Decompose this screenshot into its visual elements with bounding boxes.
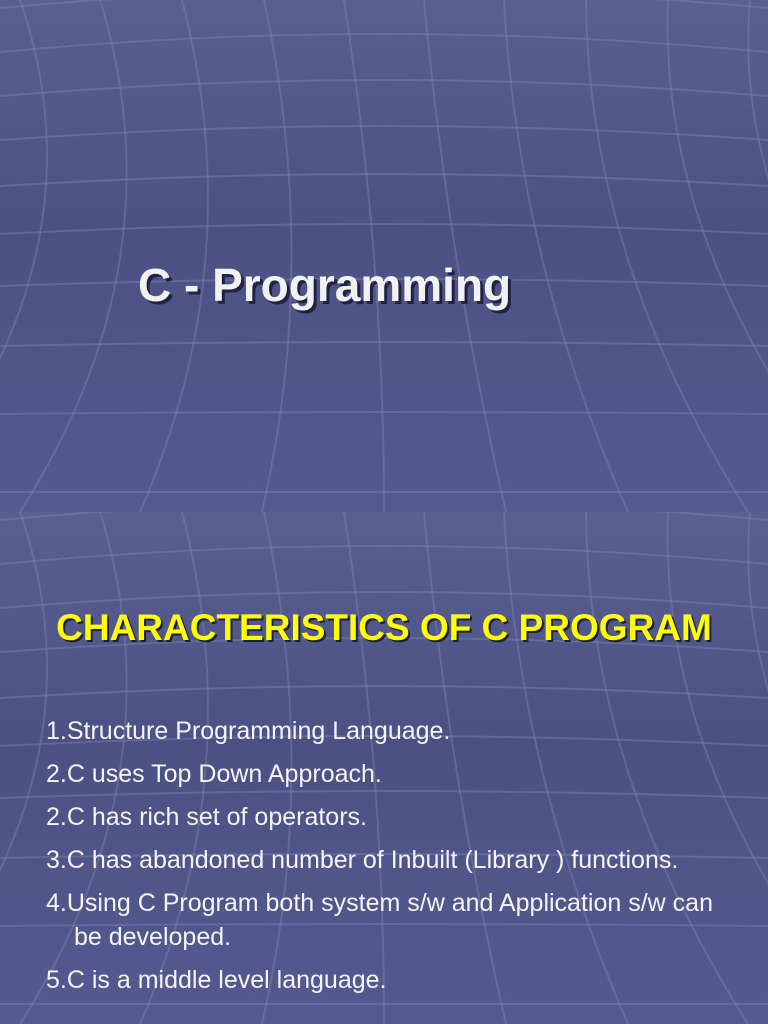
- slide-heading: CHARACTERISTICS OF C PROGRAM: [56, 607, 712, 648]
- list-item: 1.Structure Programming Language.: [46, 717, 451, 745]
- slide-title: C - Programming: [138, 259, 512, 311]
- list-item: 5.C is a middle level language.: [46, 966, 387, 994]
- list-item: 2.C has rich set of operators.: [46, 803, 367, 831]
- list-item: 2.C uses Top Down Approach.: [46, 760, 382, 788]
- list-item: 3.C has abandoned number of Inbuilt (Library ) functions.: [46, 846, 679, 874]
- characteristics-list: [46, 714, 736, 1006]
- slide-2: [0, 512, 768, 1024]
- list-item: 4.Using C Program both system s/w and Application s/w can be developed.: [46, 889, 713, 951]
